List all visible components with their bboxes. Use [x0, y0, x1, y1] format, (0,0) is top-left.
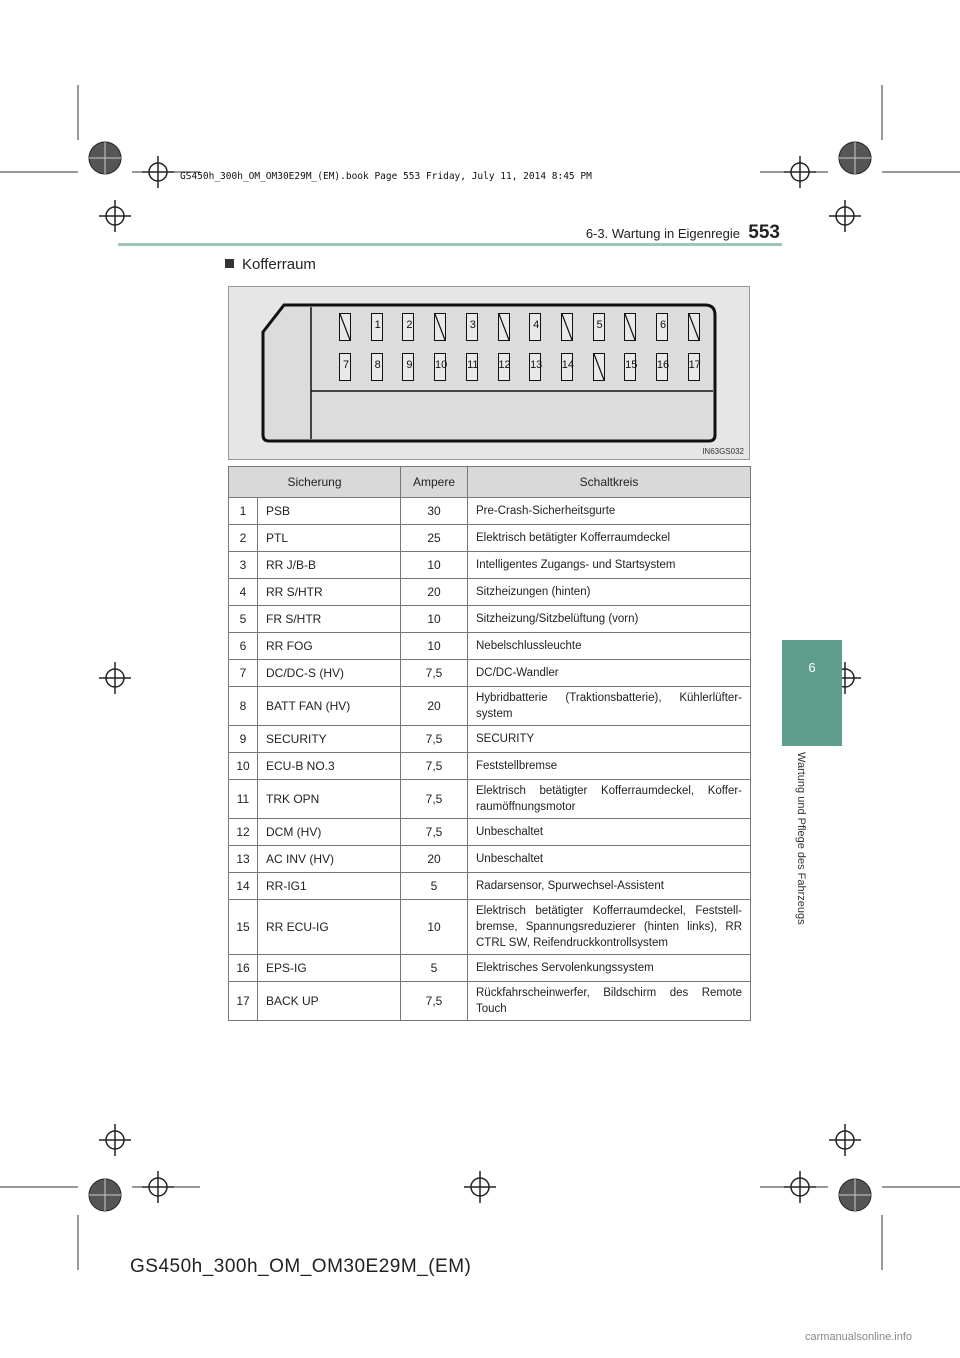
empty-slot-icon	[688, 313, 700, 341]
sub-heading	[225, 256, 316, 273]
fuse-ampere: 7,5	[401, 780, 468, 819]
fuse-number: 12	[229, 819, 258, 846]
fuse-name: EPS-IG	[258, 955, 401, 982]
fuse-slot-label: 12	[498, 359, 511, 371]
footer-code: GS450h_300h_OM_OM30E29M_(EM)	[130, 1256, 472, 1277]
fuse-name: DC/DC-S (HV)	[258, 660, 401, 687]
fuse-ampere: 10	[401, 900, 468, 955]
fuse-number: 1	[229, 498, 258, 525]
fuse-slot-label: 3	[469, 319, 476, 331]
fuse-ampere: 10	[401, 633, 468, 660]
empty-slot-icon	[339, 313, 351, 341]
fuse-slot-label: 5	[596, 319, 603, 331]
square-bullet-icon	[225, 259, 234, 268]
fuse-ampere: 7,5	[401, 753, 468, 780]
fuse-slot	[402, 353, 414, 381]
fuse-slot-label: 6	[659, 319, 667, 331]
chapter-tab-label-text: Wartung und Pflege des Fahrzeugs	[795, 752, 807, 925]
fuse-circuit: Intelligentes Zugangs- und Startsystem	[468, 552, 751, 579]
fuse-slot	[656, 313, 668, 341]
table-row	[229, 498, 751, 525]
table-row	[229, 687, 751, 726]
fuse-number: 8	[229, 687, 258, 726]
fuse-slot-empty	[624, 313, 636, 341]
table-row	[229, 606, 751, 633]
table-row	[229, 660, 751, 687]
fuse-number: 9	[229, 726, 258, 753]
fuse-slot-label: 9	[406, 359, 413, 371]
fuse-circuit: Rückfahrscheinwerfer, Bildschirm des Remote Touch	[468, 982, 751, 1021]
fuse-slot	[466, 313, 478, 341]
fuse-number: 14	[229, 873, 258, 900]
fuse-slot-label: 15	[625, 359, 638, 371]
empty-slot-icon	[561, 313, 573, 341]
fuse-slot-label: 4	[533, 319, 540, 331]
fuse-ampere: 7,5	[401, 982, 468, 1021]
fuse-ampere: 5	[401, 955, 468, 982]
fuse-name: RR-IG1	[258, 873, 401, 900]
fuse-number: 13	[229, 846, 258, 873]
fuse-box-diagram	[228, 286, 750, 460]
section-title: 6-3. Wartung in Eigenregie	[585, 226, 740, 241]
fuse-ampere: 10	[401, 552, 468, 579]
table-row	[229, 579, 751, 606]
fuse-name: TRK OPN	[258, 780, 401, 819]
fuse-slot	[593, 313, 605, 341]
fuse-circuit: Unbeschaltet	[468, 846, 751, 873]
fuse-ampere: 20	[401, 579, 468, 606]
fuse-slot-label: 14	[561, 359, 575, 371]
fuse-number: 11	[229, 780, 258, 819]
fuse-circuit: Sitzheizungen (hinten)	[468, 579, 751, 606]
fuse-slot-empty	[339, 313, 351, 341]
fuse-name: RR FOG	[258, 633, 401, 660]
fuse-slot	[688, 353, 700, 381]
fuse-ampere: 20	[401, 846, 468, 873]
fuse-name: RR S/HTR	[258, 579, 401, 606]
fuse-box-outline	[229, 287, 749, 459]
fuse-circuit: Elektrisch betätigter Kofferraumdeckel, Feststell-bremse, Spannungsreduzierer (hinten links), RR CTRL SW, Reifendruckkontrollsystem	[468, 900, 751, 955]
fuse-name: ECU-B NO.3	[258, 753, 401, 780]
chapter-tab	[782, 640, 842, 746]
fuse-slot-empty	[561, 313, 573, 341]
fuse-slot-label: 8	[374, 359, 381, 371]
fuse-name: DCM (HV)	[258, 819, 401, 846]
fuse-slot	[371, 313, 383, 341]
fuse-name: RR J/B-B	[258, 552, 401, 579]
fuse-slot-empty	[434, 313, 446, 341]
fuse-slot-label: 10	[434, 359, 448, 371]
fuse-circuit: Elektrisch betätigter Kofferraumdeckel	[468, 525, 751, 552]
fuse-ampere: 5	[401, 873, 468, 900]
fuse-ampere: 10	[401, 606, 468, 633]
fuse-slot-label: 2	[406, 319, 413, 331]
fuse-slot-label: 16	[656, 359, 670, 371]
table-row	[229, 846, 751, 873]
table-header-row	[229, 467, 751, 498]
fuse-circuit: Elektrisch betätigter Kofferraumdeckel, Koffer-raumöffnungsmotor	[468, 780, 751, 819]
fuse-name: RR ECU-IG	[258, 900, 401, 955]
table-row	[229, 819, 751, 846]
fuse-slot	[402, 313, 414, 341]
fuse-number: 7	[229, 660, 258, 687]
fuse-circuit: Feststellbremse	[468, 753, 751, 780]
table-row	[229, 873, 751, 900]
fuse-slot	[624, 353, 636, 381]
fuse-ampere: 25	[401, 525, 468, 552]
header-sicherung: Sicherung	[229, 467, 401, 498]
sub-heading-text: Kofferraum	[242, 256, 316, 273]
empty-slot-icon	[624, 313, 636, 341]
fuse-ampere: 20	[401, 687, 468, 726]
table-row	[229, 753, 751, 780]
fuse-slot-empty	[498, 313, 510, 341]
fuse-number: 17	[229, 982, 258, 1021]
diagram-code: IN63GS032	[702, 447, 744, 456]
fuse-name: PSB	[258, 498, 401, 525]
fuse-number: 10	[229, 753, 258, 780]
fuse-ampere: 7,5	[401, 660, 468, 687]
table-row	[229, 780, 751, 819]
table-row	[229, 900, 751, 955]
fuse-circuit: SECURITY	[468, 726, 751, 753]
fuse-ampere: 30	[401, 498, 468, 525]
table-row	[229, 633, 751, 660]
book-info-line: GS450h_300h_OM_OM30E29M_(EM).book Page 553 Friday, July 11, 2014 8:45 PM	[180, 171, 592, 182]
chapter-tab-label	[795, 752, 815, 1052]
fuse-circuit: Elektrisches Servolenkungssystem	[468, 955, 751, 982]
empty-slot-icon	[593, 353, 605, 381]
table-row	[229, 726, 751, 753]
fuse-circuit: Radarsensor, Spurwechsel-Assistent	[468, 873, 751, 900]
page-number: 553	[748, 222, 780, 243]
table-row	[229, 552, 751, 579]
fuse-slot-label: 13	[530, 359, 543, 371]
fuse-slot-label: 11	[467, 359, 479, 371]
fuse-circuit: Pre-Crash-Sicherheitsgurte	[468, 498, 751, 525]
fuse-slot-empty	[688, 313, 700, 341]
fuse-number: 6	[229, 633, 258, 660]
header-ampere: Ampere	[401, 467, 468, 498]
fuse-slot-empty	[593, 353, 605, 381]
fuse-slot	[466, 353, 478, 381]
fuse-slot	[656, 353, 668, 381]
fuse-name: BACK UP	[258, 982, 401, 1021]
fuse-slot-label: 7	[342, 359, 350, 371]
fuse-circuit: Nebelschlussleuchte	[468, 633, 751, 660]
fuse-slot	[371, 353, 383, 381]
page-header	[560, 222, 780, 242]
fuse-number: 15	[229, 900, 258, 955]
table-row	[229, 525, 751, 552]
fuse-name: FR S/HTR	[258, 606, 401, 633]
empty-slot-icon	[498, 313, 510, 341]
fuse-name: PTL	[258, 525, 401, 552]
fuse-slot	[434, 353, 446, 381]
table-row	[229, 982, 751, 1021]
fuse-number: 5	[229, 606, 258, 633]
empty-slot-icon	[434, 313, 446, 341]
fuse-ampere: 7,5	[401, 819, 468, 846]
fuse-name: AC INV (HV)	[258, 846, 401, 873]
watermark: carmanualsonline.info	[805, 1331, 913, 1343]
fuse-slot	[529, 313, 541, 341]
fuse-number: 2	[229, 525, 258, 552]
table-row	[229, 955, 751, 982]
chapter-tab-number: 6	[808, 660, 816, 675]
fuse-table	[228, 466, 751, 1021]
fuse-circuit: Unbeschaltet	[468, 819, 751, 846]
fuse-circuit: Sitzheizung/Sitzbelüftung (vorn)	[468, 606, 751, 633]
fuse-circuit: Hybridbatterie (Traktionsbatterie), Kühlerlüfter-system	[468, 687, 751, 726]
fuse-slot-label: 1	[374, 319, 381, 331]
fuse-number: 3	[229, 552, 258, 579]
fuse-ampere: 7,5	[401, 726, 468, 753]
fuse-name: SECURITY	[258, 726, 401, 753]
fuse-slot-label: 17	[688, 359, 701, 371]
header-rule	[118, 243, 782, 246]
fuse-slot	[529, 353, 541, 381]
fuse-name: BATT FAN (HV)	[258, 687, 401, 726]
fuse-slot	[561, 353, 573, 381]
header-schaltkreis: Schaltkreis	[468, 467, 751, 498]
fuse-number: 16	[229, 955, 258, 982]
fuse-circuit: DC/DC-Wandler	[468, 660, 751, 687]
fuse-slot	[498, 353, 510, 381]
fuse-slot	[339, 353, 351, 381]
fuse-number: 4	[229, 579, 258, 606]
